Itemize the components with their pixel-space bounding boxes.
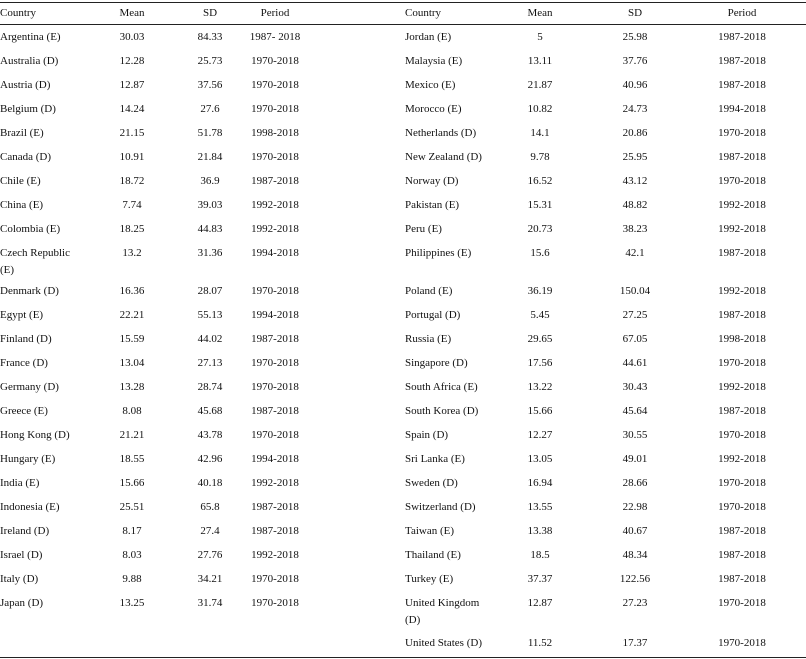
right-row-21-mean: 13.38 <box>527 525 553 537</box>
header-sd-left: SD <box>202 7 218 19</box>
left-row-2-period: 1970-2018 <box>251 55 299 67</box>
right-row-19-mean: 16.94 <box>527 477 553 489</box>
right-row-17-period: 1970-2018 <box>718 429 766 441</box>
right-row-2-country: Malaysia (E) <box>405 55 463 67</box>
left-row-7-country: Chile (E) <box>0 175 41 187</box>
left-row-3-country: Austria (D) <box>0 79 51 91</box>
right-row-22-country: Thailand (E) <box>405 549 461 561</box>
left-row-8-period: 1992-2018 <box>251 199 299 211</box>
left-row-1-sd: 84.33 <box>197 31 223 43</box>
right-row-22-mean: 18.5 <box>530 549 550 561</box>
right-row-23-mean: 37.37 <box>527 573 553 585</box>
left-row-15-country: Germany (D) <box>0 381 59 393</box>
left-row-15-mean: 13.28 <box>119 381 145 393</box>
left-row-7-period: 1987-2018 <box>251 175 299 187</box>
right-row-19-sd: 28.66 <box>622 477 648 489</box>
left-row-20-mean: 25.51 <box>119 501 145 513</box>
right-row-9-sd: 38.23 <box>622 223 648 235</box>
right-row-1-mean: 5 <box>537 31 543 43</box>
left-row-13-mean: 15.59 <box>119 333 145 345</box>
header-mean-left: Mean <box>119 7 145 19</box>
left-row-24-period: 1970-2018 <box>251 597 299 609</box>
right-row-8-sd: 48.82 <box>622 199 648 211</box>
left-row-22-country: Israel (D) <box>0 549 43 561</box>
left-row-18-period: 1994-2018 <box>251 453 299 465</box>
left-row-8-sd: 39.03 <box>197 199 223 211</box>
left-row-6-sd: 21.84 <box>197 151 223 163</box>
header-period-right: Period <box>727 7 757 19</box>
left-row-14-period: 1970-2018 <box>251 357 299 369</box>
right-row-4-mean: 10.82 <box>527 103 553 115</box>
left-row-14-mean: 13.04 <box>119 357 145 369</box>
left-row-9-mean: 18.25 <box>119 223 145 235</box>
right-row-11-sd: 150.04 <box>619 285 651 297</box>
left-row-22-mean: 8.03 <box>122 549 142 561</box>
left-row-21-mean: 8.17 <box>122 525 142 537</box>
right-row-5-period: 1970-2018 <box>718 127 766 139</box>
right-row-22-period: 1987-2018 <box>718 549 766 561</box>
left-row-10-sd: 31.36 <box>197 247 223 259</box>
right-row-25-country: United States (D) <box>405 637 482 649</box>
left-row-5-country: Brazil (E) <box>0 127 44 139</box>
left-row-4-period: 1970-2018 <box>251 103 299 115</box>
left-row-13-sd: 44.02 <box>197 333 223 345</box>
left-row-6-country: Canada (D) <box>0 151 52 163</box>
left-row-10-country: Czech Republic <box>0 247 70 259</box>
left-row-4-country: Belgium (D) <box>0 103 56 115</box>
left-row-1-period: 1987- 2018 <box>249 31 301 43</box>
left-row-19-mean: 15.66 <box>119 477 145 489</box>
left-row-15-sd: 28.74 <box>197 381 223 393</box>
right-row-6-period: 1987-2018 <box>718 151 766 163</box>
right-row-8-mean: 15.31 <box>527 199 553 211</box>
left-row-4-sd: 27.6 <box>200 103 220 115</box>
left-row-18-mean: 18.55 <box>119 453 145 465</box>
right-row-15-mean: 13.22 <box>527 381 553 393</box>
left-row-1-mean: 30.03 <box>119 31 145 43</box>
right-row-18-sd: 49.01 <box>622 453 648 465</box>
left-row-14-country: France (D) <box>0 357 48 369</box>
left-row-22-sd: 27.76 <box>197 549 223 561</box>
left-row-1-country: Argentina (E) <box>0 31 61 43</box>
right-row-16-mean: 15.66 <box>527 405 553 417</box>
right-row-10-mean: 15.6 <box>530 247 550 259</box>
left-row-12-period: 1994-2018 <box>251 309 299 321</box>
left-row-12-sd: 55.13 <box>197 309 223 321</box>
right-row-2-mean: 13.11 <box>527 55 553 67</box>
left-row-19-country: India (E) <box>0 477 40 489</box>
right-row-5-sd: 20.86 <box>622 127 648 139</box>
left-row-16-period: 1987-2018 <box>251 405 299 417</box>
right-row-7-mean: 16.52 <box>527 175 553 187</box>
left-row-4-mean: 14.24 <box>119 103 145 115</box>
bottom-rule <box>0 657 806 658</box>
top-rule <box>0 2 806 3</box>
right-row-17-sd: 30.55 <box>622 429 648 441</box>
header-rule <box>0 24 806 25</box>
right-row-1-country: Jordan (E) <box>405 31 452 43</box>
right-row-24-country2: (D) <box>405 614 421 626</box>
right-row-12-mean: 5.45 <box>530 309 550 321</box>
right-row-18-period: 1992-2018 <box>718 453 766 465</box>
left-row-20-country: Indonesia (E) <box>0 501 60 513</box>
right-row-13-mean: 29.65 <box>527 333 553 345</box>
left-row-17-sd: 43.78 <box>197 429 223 441</box>
right-row-15-country: South Africa (E) <box>405 381 478 393</box>
right-row-13-country: Russia (E) <box>405 333 452 345</box>
left-row-3-period: 1970-2018 <box>251 79 299 91</box>
right-row-13-period: 1998-2018 <box>718 333 766 345</box>
right-row-10-country: Philippines (E) <box>405 247 472 259</box>
right-row-21-sd: 40.67 <box>622 525 648 537</box>
left-row-15-period: 1970-2018 <box>251 381 299 393</box>
right-row-4-period: 1994-2018 <box>718 103 766 115</box>
left-row-11-sd: 28.07 <box>197 285 223 297</box>
left-row-10-country2: (E) <box>0 264 15 276</box>
right-row-7-period: 1970-2018 <box>718 175 766 187</box>
right-row-12-country: Portugal (D) <box>405 309 461 321</box>
left-row-6-mean: 10.91 <box>119 151 145 163</box>
right-row-4-sd: 24.73 <box>622 103 648 115</box>
right-row-17-country: Spain (D) <box>405 429 449 441</box>
right-row-11-mean: 36.19 <box>527 285 553 297</box>
left-row-20-period: 1987-2018 <box>251 501 299 513</box>
right-row-23-period: 1987-2018 <box>718 573 766 585</box>
right-row-13-sd: 67.05 <box>622 333 648 345</box>
right-row-21-country: Taiwan (E) <box>405 525 455 537</box>
left-row-13-country: Finland (D) <box>0 333 52 345</box>
left-row-2-country: Australia (D) <box>0 55 59 67</box>
right-row-20-sd: 22.98 <box>622 501 648 513</box>
left-row-21-sd: 27.4 <box>200 525 220 537</box>
left-row-19-sd: 40.18 <box>197 477 223 489</box>
left-row-23-mean: 9.88 <box>122 573 142 585</box>
right-row-14-period: 1970-2018 <box>718 357 766 369</box>
right-row-8-country: Pakistan (E) <box>405 199 460 211</box>
left-row-8-country: China (E) <box>0 199 44 211</box>
right-row-16-country: South Korea (D) <box>405 405 479 417</box>
right-row-5-mean: 14.1 <box>530 127 550 139</box>
right-row-4-country: Morocco (E) <box>405 103 462 115</box>
left-row-18-sd: 42.96 <box>197 453 223 465</box>
right-row-16-period: 1987-2018 <box>718 405 766 417</box>
right-row-3-period: 1987-2018 <box>718 79 766 91</box>
left-row-16-country: Greece (E) <box>0 405 48 417</box>
right-row-2-sd: 37.76 <box>622 55 648 67</box>
right-row-12-sd: 27.25 <box>622 309 648 321</box>
right-row-22-sd: 48.34 <box>622 549 648 561</box>
right-row-3-country: Mexico (E) <box>405 79 456 91</box>
left-row-21-country: Ireland (D) <box>0 525 50 537</box>
right-row-14-sd: 44.61 <box>622 357 648 369</box>
header-period-left: Period <box>260 7 290 19</box>
left-row-22-period: 1992-2018 <box>251 549 299 561</box>
right-row-24-sd: 27.23 <box>622 597 648 609</box>
right-row-25-sd: 17.37 <box>622 637 648 649</box>
right-row-19-country: Sweden (D) <box>405 477 458 489</box>
left-row-17-period: 1970-2018 <box>251 429 299 441</box>
right-row-7-country: Norway (D) <box>405 175 459 187</box>
right-row-8-period: 1992-2018 <box>718 199 766 211</box>
header-mean-right: Mean <box>527 7 553 19</box>
left-row-8-mean: 7.74 <box>122 199 142 211</box>
right-row-3-sd: 40.96 <box>622 79 648 91</box>
left-row-9-period: 1992-2018 <box>251 223 299 235</box>
right-row-9-mean: 20.73 <box>527 223 553 235</box>
right-row-25-mean: 11.52 <box>527 637 553 649</box>
left-row-24-sd: 31.74 <box>197 597 223 609</box>
left-row-21-period: 1987-2018 <box>251 525 299 537</box>
right-row-5-country: Netherlands (D) <box>405 127 477 139</box>
header-country-right: Country <box>405 7 442 19</box>
left-row-16-mean: 8.08 <box>122 405 142 417</box>
left-row-5-sd: 51.78 <box>197 127 223 139</box>
left-row-3-sd: 37.56 <box>197 79 223 91</box>
right-row-17-mean: 12.27 <box>527 429 553 441</box>
right-row-24-mean: 12.87 <box>527 597 553 609</box>
right-row-20-country: Switzerland (D) <box>405 501 476 513</box>
right-row-10-sd: 42.1 <box>625 247 645 259</box>
right-row-16-sd: 45.64 <box>622 405 648 417</box>
right-row-2-period: 1987-2018 <box>718 55 766 67</box>
left-row-17-country: Hong Kong (D) <box>0 429 70 441</box>
header-sd-right: SD <box>627 7 643 19</box>
right-row-21-period: 1987-2018 <box>718 525 766 537</box>
left-row-7-sd: 36.9 <box>200 175 220 187</box>
left-row-12-country: Egypt (E) <box>0 309 44 321</box>
right-row-9-country: Peru (E) <box>405 223 442 235</box>
right-row-18-country: Sri Lanka (E) <box>405 453 465 465</box>
right-row-3-mean: 21.87 <box>527 79 553 91</box>
left-row-2-sd: 25.73 <box>197 55 223 67</box>
left-row-16-sd: 45.68 <box>197 405 223 417</box>
right-row-12-period: 1987-2018 <box>718 309 766 321</box>
right-row-23-sd: 122.56 <box>619 573 651 585</box>
left-row-23-period: 1970-2018 <box>251 573 299 585</box>
left-row-19-period: 1992-2018 <box>251 477 299 489</box>
right-row-24-country: United Kingdom <box>405 597 480 609</box>
left-row-12-mean: 22.21 <box>119 309 145 321</box>
left-row-14-sd: 27.13 <box>197 357 223 369</box>
left-row-9-country: Colombia (E) <box>0 223 61 235</box>
left-row-5-period: 1998-2018 <box>251 127 299 139</box>
left-row-10-period: 1994-2018 <box>251 247 299 259</box>
left-row-7-mean: 18.72 <box>119 175 145 187</box>
right-row-18-mean: 13.05 <box>527 453 553 465</box>
left-row-11-period: 1970-2018 <box>251 285 299 297</box>
left-row-11-mean: 16.36 <box>119 285 145 297</box>
right-row-10-period: 1987-2018 <box>718 247 766 259</box>
header-country-left: Country <box>0 7 37 19</box>
right-row-6-mean: 9.78 <box>530 151 550 163</box>
right-row-20-period: 1970-2018 <box>718 501 766 513</box>
right-row-15-sd: 30.43 <box>622 381 648 393</box>
left-row-20-sd: 65.8 <box>200 501 220 513</box>
right-row-11-country: Poland (E) <box>405 285 453 297</box>
right-row-15-period: 1992-2018 <box>718 381 766 393</box>
right-row-25-period: 1970-2018 <box>718 637 766 649</box>
left-row-3-mean: 12.87 <box>119 79 145 91</box>
left-row-18-country: Hungary (E) <box>0 453 56 465</box>
left-row-11-country: Denmark (D) <box>0 285 59 297</box>
right-row-20-mean: 13.55 <box>527 501 553 513</box>
left-row-13-period: 1987-2018 <box>251 333 299 345</box>
right-row-6-country: New Zealand (D) <box>405 151 482 163</box>
left-row-2-mean: 12.28 <box>119 55 145 67</box>
right-row-11-period: 1992-2018 <box>718 285 766 297</box>
left-row-17-mean: 21.21 <box>119 429 145 441</box>
right-row-23-country: Turkey (E) <box>405 573 454 585</box>
left-row-10-mean: 13.2 <box>122 247 142 259</box>
left-row-24-country: Japan (D) <box>0 597 44 609</box>
right-row-7-sd: 43.12 <box>622 175 648 187</box>
left-row-5-mean: 21.15 <box>119 127 145 139</box>
left-row-23-sd: 34.21 <box>197 573 223 585</box>
left-row-6-period: 1970-2018 <box>251 151 299 163</box>
left-row-23-country: Italy (D) <box>0 573 39 585</box>
right-row-14-country: Singapore (D) <box>405 357 468 369</box>
right-row-1-period: 1987-2018 <box>718 31 766 43</box>
right-row-6-sd: 25.95 <box>622 151 648 163</box>
right-row-24-period: 1970-2018 <box>718 597 766 609</box>
right-row-14-mean: 17.56 <box>527 357 553 369</box>
right-row-1-sd: 25.98 <box>622 31 648 43</box>
right-row-9-period: 1992-2018 <box>718 223 766 235</box>
left-row-9-sd: 44.83 <box>197 223 223 235</box>
left-row-24-mean: 13.25 <box>119 597 145 609</box>
right-row-19-period: 1970-2018 <box>718 477 766 489</box>
